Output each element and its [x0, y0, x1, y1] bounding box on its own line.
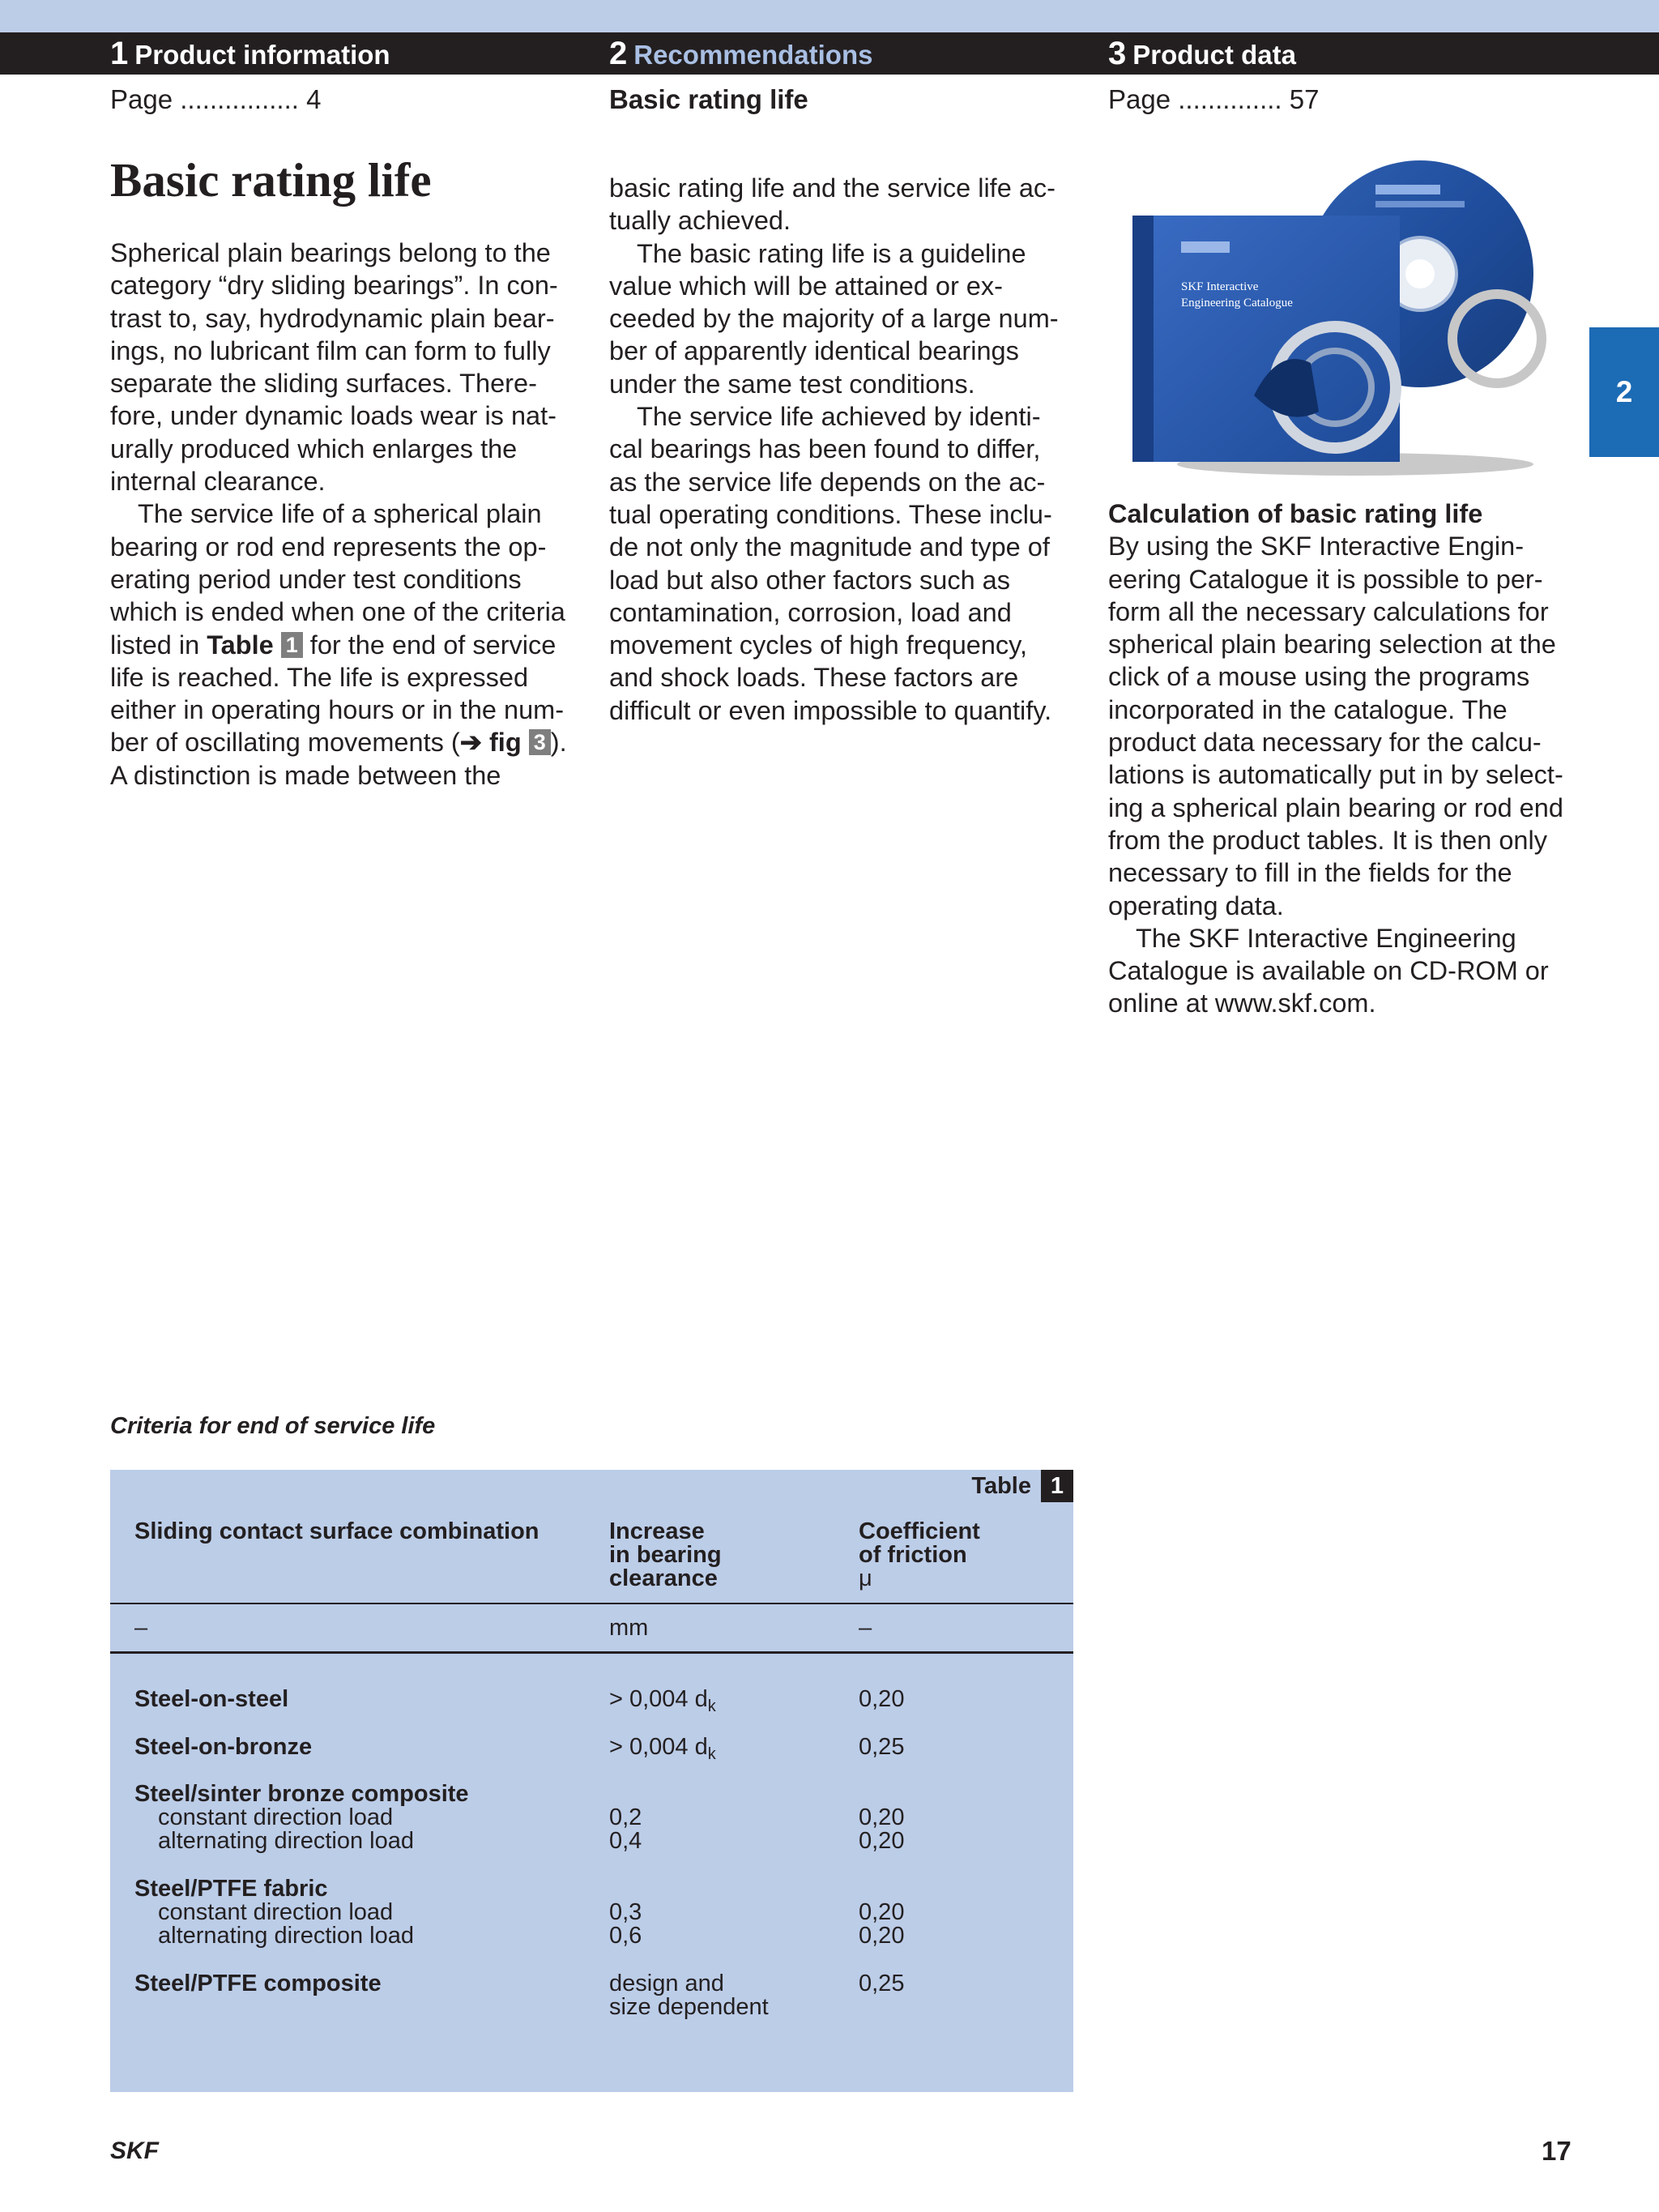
paragraph-line: trast to, say, hydrodynamic plain bear-: [110, 303, 555, 333]
table-cell-friction: 0,25: [859, 1971, 905, 1996]
paragraph-line: difficult or even impossible to quantify.: [609, 695, 1052, 725]
paragraph-line-fig-ref: ber of oscillating movements (➔ fig 3 ).: [110, 728, 567, 758]
page-reference-1[interactable]: Page ................ 4: [110, 84, 322, 114]
table-row-name: Steel/PTFE composite: [134, 1971, 382, 1996]
paragraph-line: Spherical plain bearings belong to the: [110, 238, 551, 267]
section-label: Product information: [134, 40, 390, 70]
text-column-2: [609, 172, 1059, 727]
table-label: Table 1: [971, 1470, 1073, 1502]
paragraph-line: fore, under dynamic loads wear is nat-: [110, 401, 557, 431]
table-cell-clearance: 0,2: [609, 1804, 642, 1830]
skf-logo-text: SKF: [110, 2137, 159, 2162]
table-cell-friction: 0,25: [859, 1734, 905, 1760]
table-cell-friction: 0,20: [859, 1804, 905, 1830]
table-cell-friction: 0,20: [859, 1923, 905, 1949]
table-subrow-label: alternating direction load: [158, 1828, 414, 1854]
page-reference-3[interactable]: Page .............. 57: [1108, 84, 1320, 114]
arrow-icon: ➔: [459, 728, 482, 758]
table-cell-friction: 0,20: [859, 1686, 905, 1712]
paragraph-line: from the product tables. It is then only: [1108, 825, 1547, 855]
table-row-name: Steel/sinter bronze composite: [134, 1781, 469, 1807]
paragraph-line: The SKF Interactive Engineering: [1136, 923, 1516, 953]
table-cell-clearance: 0,6: [609, 1923, 642, 1949]
table-cell-clearance: 0,4: [609, 1828, 642, 1854]
section-product-information[interactable]: [110, 32, 390, 75]
figure-number-badge[interactable]: 3: [529, 729, 551, 755]
paragraph-line: spherical plain bearing selection at the: [1108, 630, 1556, 660]
paragraph-line: click of a mouse using the programs: [1108, 662, 1530, 692]
paragraph-line: movement cycles of high frequency,: [609, 630, 1028, 660]
skf-logo: [110, 2137, 191, 2162]
paragraph-line: tually achieved.: [609, 206, 791, 236]
table-row-name: Steel/PTFE fabric: [134, 1876, 328, 1902]
table-cell-friction: 0,20: [859, 1828, 905, 1854]
case-logo-bar: [1181, 241, 1230, 253]
paragraph-line: ing a spherical plain bearing or rod end: [1108, 792, 1563, 822]
section-label: Product data: [1132, 40, 1296, 70]
table-row-name: Steel-on-steel: [134, 1686, 289, 1712]
cd-case: [1132, 216, 1400, 462]
paragraph-line: operating data.: [1108, 890, 1284, 920]
table-number-badge: 1: [1041, 1470, 1073, 1502]
paragraph-line: either in operating hours or in the num-: [110, 695, 565, 725]
case-title-line: Engineering Catalogue: [1181, 297, 1293, 310]
column-header-friction: Coefficient of friction μ: [859, 1518, 980, 1591]
table-cell-friction: 0,20: [859, 1899, 905, 1925]
cd-label-bar: [1375, 201, 1465, 207]
top-color-strip: [0, 0, 1659, 32]
unit-friction: –: [859, 1615, 872, 1641]
unit-combination: –: [134, 1615, 148, 1641]
paragraph-line: and shock loads. These factors are: [609, 663, 1019, 693]
table-number-badge[interactable]: 1: [281, 632, 303, 658]
table-rule: [110, 1651, 1073, 1654]
paragraph-line: The basic rating life is a guideline: [637, 238, 1026, 268]
paragraph-line: internal clearance.: [110, 467, 326, 497]
current-topic: Basic rating life: [609, 84, 808, 114]
table-cell-clearance: > 0,004 $d_k$: [609, 1686, 716, 1715]
paragraph-line: necessary to fill in the fields for the: [1108, 858, 1512, 888]
paragraph-line: basic rating life and the service life ac-: [609, 173, 1056, 203]
paragraph-line: separate the sliding surfaces. There-: [110, 369, 537, 399]
table-cell-clearance: > 0,004 $d_k$: [609, 1734, 716, 1763]
column-header-clearance: Increase in bearing clearance: [609, 1518, 722, 1591]
section-subheading: Calculation of basic rating life: [1108, 499, 1483, 528]
section-number: 1: [110, 36, 129, 71]
table-caption: Criteria for end of service life: [110, 1413, 436, 1439]
paragraph-line: life is reached. The life is expressed: [110, 662, 529, 692]
paragraph-line: Catalogue is available on CD-ROM or: [1108, 956, 1549, 986]
paragraph-line: load but also other factors such as: [609, 565, 1011, 595]
section-number: 3: [1108, 36, 1127, 71]
unit-clearance: mm: [609, 1615, 649, 1641]
cd-center: [1405, 259, 1435, 288]
paragraph-line: which is ended when one of the criteria: [110, 597, 565, 627]
paragraph-line: contamination, corrosion, load and: [609, 597, 1012, 627]
table-subrow-label: constant direction load: [158, 1804, 394, 1830]
section-recommendations[interactable]: [609, 32, 872, 75]
table-cell-clearance: 0,3: [609, 1899, 642, 1925]
paragraph-line: under the same test conditions.: [609, 369, 975, 399]
text-column-1: [110, 237, 567, 792]
page-number: 17: [1542, 2136, 1572, 2166]
paragraph-line: form all the necessary calculations for: [1108, 596, 1549, 626]
paragraph-line: lations is automatically put in by select-: [1108, 760, 1563, 790]
paragraph-line-table-ref: listed in Table 1 for the end of service: [110, 630, 557, 660]
table-cell-clearance: design and size dependent: [609, 1971, 769, 2020]
paragraph-line: erating period under test conditions: [110, 564, 522, 594]
paragraph-line: product data necessary for the calcu-: [1108, 728, 1542, 758]
paragraph-line: online at www.skf.com.: [1108, 989, 1376, 1018]
paragraph-line: category “dry sliding bearings”. In con-: [110, 271, 558, 301]
chapter-side-tab[interactable]: 2: [1589, 327, 1659, 457]
paragraph-line: The service life achieved by identi-: [637, 402, 1041, 432]
case-title-line: SKF Interactive: [1181, 280, 1259, 293]
table-rule: [110, 1603, 1073, 1604]
cd-case-spine: [1132, 216, 1154, 462]
table-row-name: Steel-on-bronze: [134, 1734, 313, 1760]
paragraph-line: cal bearings has been found to differ,: [609, 434, 1041, 464]
text-column-3: [1108, 497, 1563, 1020]
paragraph-line: bearing or rod end represents the op-: [110, 532, 547, 562]
column-header-combination: Sliding contact surface combination: [134, 1518, 539, 1544]
figure-reference-link[interactable]: fig: [481, 728, 522, 758]
cd-rom-image: [1132, 152, 1554, 480]
paragraph-line: urally produced which enlarges the: [110, 433, 518, 463]
paragraph-line: The service life of a spherical plain: [138, 499, 542, 529]
paragraph-line: ber of apparently identical bearings: [609, 336, 1019, 366]
paragraph-line: tual operating conditions. These inclu-: [609, 499, 1052, 529]
section-label: Recommendations: [633, 40, 873, 70]
section-product-data[interactable]: [1108, 32, 1296, 75]
paragraph-line: incorporated in the catalogue. The: [1108, 694, 1508, 724]
paragraph-line: A distinction is made between the: [110, 760, 501, 790]
table-subrow-label: constant direction load: [158, 1899, 394, 1925]
paragraph-line: eering Catalogue it is possible to per-: [1108, 564, 1543, 594]
section-number: 2: [609, 36, 628, 71]
page-title: Basic rating life: [110, 153, 432, 207]
table-subrow-label: alternating direction load: [158, 1923, 414, 1949]
paragraph-line: de not only the magnitude and type of: [609, 532, 1050, 562]
paragraph-line: ceeded by the majority of a large num-: [609, 304, 1059, 334]
paragraph-line: value which will be attained or ex-: [609, 271, 1003, 301]
cd-label-bar: [1375, 185, 1440, 194]
paragraph-line: By using the SKF Interactive Engin-: [1108, 532, 1525, 562]
paragraph-line: as the service life depends on the ac-: [609, 467, 1046, 497]
paragraph-line: ings, no lubricant film can form to fully: [110, 335, 551, 365]
table-reference-link[interactable]: Table: [207, 630, 274, 660]
